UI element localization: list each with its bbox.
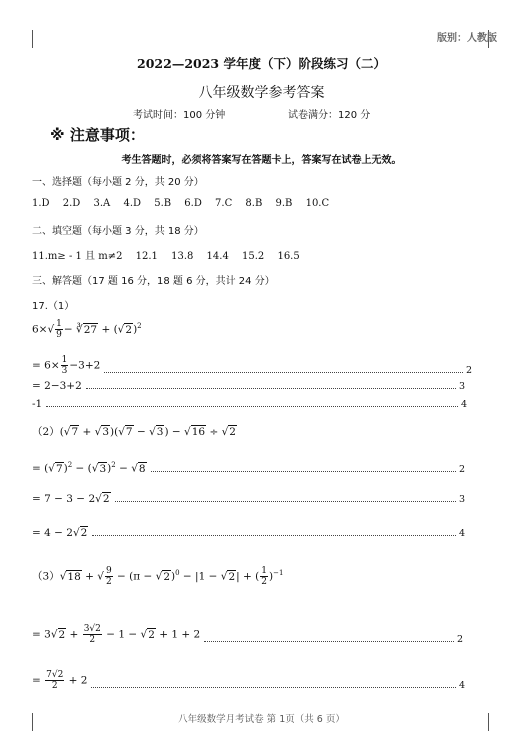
section-2-answers [32, 247, 310, 262]
q17-part3-expression: （3）√18 + √ $\frac{9}{2}$ − $(\pi - √2)^0 - |1 - √2|$ + ( $\frac{1}{2}$ )$^{-1}$ [32, 566, 284, 587]
answer-5: 5.B [154, 198, 172, 209]
notice-title: 注意事项： [69, 126, 145, 144]
score: 2 [465, 365, 472, 376]
answer-9: 9.B [275, 198, 293, 209]
document-subtitle: 八年级数学参考答案 [198, 85, 325, 101]
score: 3 [458, 494, 465, 505]
notice-heading [50, 124, 145, 145]
notice-symbol: ※ [50, 126, 65, 144]
q17-part1-expression: 6×√ $\frac{1}{9}$ − ∛27 + $(√2)^2$ [32, 319, 142, 340]
part-label: （2） [32, 426, 60, 438]
score: 3 [458, 381, 465, 392]
section-3-heading: 三、解答题（17 题 16 分，18 题 6 分，共计 24 分） [32, 276, 275, 287]
section-1-answers [32, 198, 339, 209]
answer-12: 12.1 [135, 251, 158, 262]
question-17-label: 17.（1） [32, 301, 75, 312]
q17-part2-expression: （2）(√7 + √3)(√7 − √3) − √16 ÷ √2 [32, 426, 236, 438]
score: 4 [458, 528, 465, 539]
q17-part3-step1: = 3√2 + $\frac{3√2}{2}$ − 1 − √2 + 1 + 2 2 [32, 624, 463, 645]
answer-6: 6.D [184, 198, 202, 209]
q17-part1-result [32, 398, 467, 410]
answer-13: 13.8 [171, 251, 194, 262]
edition-label: 版别：人教版 [437, 33, 497, 44]
answer-4: 4.D [123, 198, 142, 209]
answer-16: 16.5 [277, 251, 300, 262]
page-footer: 八年级数学月考试卷 第 1页（共 6 页） [178, 714, 345, 725]
score: 2 [456, 634, 463, 645]
exam-time: 考试时间：100 分钟 [133, 110, 226, 121]
score: 4 [458, 680, 465, 691]
answer-15: 15.2 [242, 251, 265, 262]
document-title: 2022—2023 学年度（下）阶段练习（二） [137, 56, 386, 71]
full-score: 试卷满分：120 分 [288, 110, 371, 121]
answer-3: 3.A [93, 198, 111, 209]
answer-7: 7.C [215, 198, 233, 209]
score: 2 [458, 463, 465, 475]
result: -1 [32, 398, 43, 410]
section-2-heading: 二、填空题（每小题 3 分，共 18 分） [32, 226, 204, 237]
notice-text: 考生答题时，必须将答案写在答题卡上，答案写在试卷上无效。 [121, 155, 402, 166]
q17-part1-step1: = 6× $\frac{1}{3}$ −3+2 2 [32, 355, 472, 376]
score: 4 [460, 399, 467, 410]
q17-part2-step3: = 4 − 2√2 4 [32, 527, 465, 539]
crop-mark-top-left [18, 30, 33, 48]
answer-2: 2.D [62, 198, 81, 209]
q17-part1-step2: = 2−3+2 3 [32, 380, 465, 392]
q17-part2-step1: = $(√7)^2 - (√3)^2 - √8$ 2 [32, 461, 465, 475]
answer-14: 14.4 [206, 251, 229, 262]
answer-1: 1.D [32, 198, 50, 209]
part-label: （3） [32, 570, 60, 583]
answer-8: 8.B [245, 198, 263, 209]
answer-10: 10.C [305, 198, 330, 209]
q17-part2-step2: = 7 − 3 − 2√2 3 [32, 493, 465, 505]
answer-11: 11.m≥ - 1 且 m≠2 [32, 251, 123, 262]
q17-part3-step2: = $\frac{7√2}{2}$ + 2 4 [32, 670, 465, 691]
section-1-heading: 一、选择题（每小题 2 分，共 20 分） [32, 177, 204, 188]
